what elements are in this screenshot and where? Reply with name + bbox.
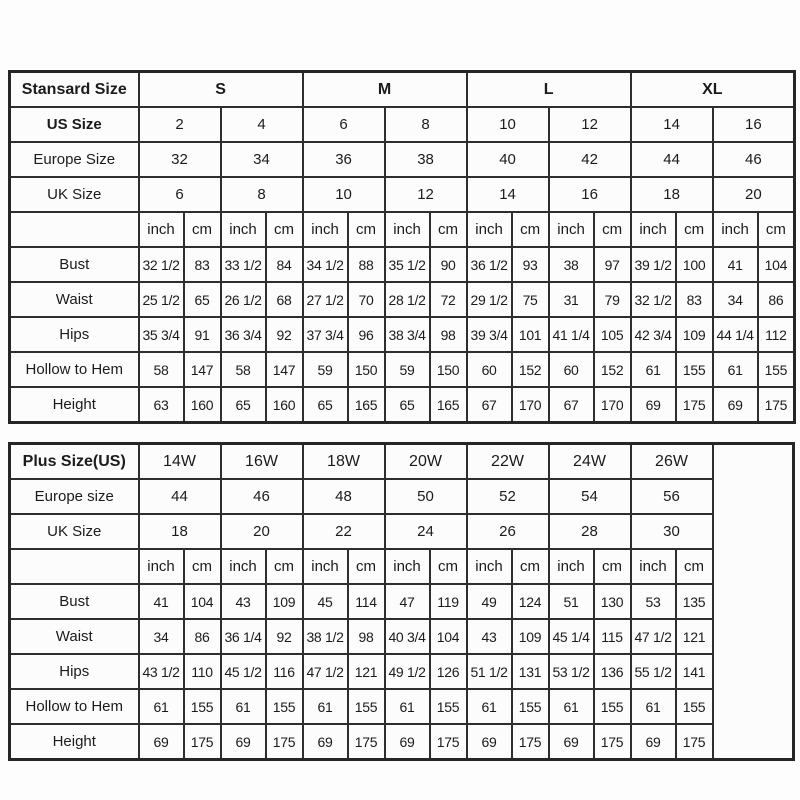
table-row bbox=[10, 177, 795, 212]
size-value-cell: 6 bbox=[303, 107, 385, 142]
measurement-cell: 75 bbox=[512, 282, 549, 317]
plus-size-table-section bbox=[8, 442, 792, 761]
measurement-cell: 86 bbox=[758, 282, 795, 317]
measurement-cell: 104 bbox=[184, 584, 221, 619]
measurement-cell: 51 1/2 bbox=[467, 654, 512, 689]
table-row bbox=[10, 107, 795, 142]
row-label: Height bbox=[10, 724, 139, 760]
measurement-cell: 141 bbox=[676, 654, 713, 689]
measurement-cell: 69 bbox=[713, 387, 758, 423]
unit-header: cm bbox=[266, 549, 303, 584]
measurement-cell: 43 bbox=[467, 619, 512, 654]
measurement-cell: 40 3/4 bbox=[385, 619, 430, 654]
measurement-cell: 58 bbox=[139, 352, 184, 387]
table-row bbox=[10, 689, 794, 724]
measurement-cell: 61 bbox=[467, 689, 512, 724]
measurement-cell: 83 bbox=[676, 282, 713, 317]
size-value-cell: 12 bbox=[385, 177, 467, 212]
measurement-cell: 61 bbox=[631, 689, 676, 724]
measurement-cell: 32 1/2 bbox=[631, 282, 676, 317]
measurement-cell: 60 bbox=[467, 352, 512, 387]
measurement-cell: 45 1/2 bbox=[221, 654, 266, 689]
table-row bbox=[10, 247, 795, 282]
standard-size-table bbox=[8, 70, 796, 424]
measurement-cell: 83 bbox=[184, 247, 221, 282]
measurement-cell: 110 bbox=[184, 654, 221, 689]
measurement-cell: 93 bbox=[512, 247, 549, 282]
measurement-cell: 38 bbox=[549, 247, 594, 282]
table-row bbox=[10, 619, 794, 654]
size-value-cell: 8 bbox=[221, 177, 303, 212]
measurement-cell: 58 bbox=[221, 352, 266, 387]
measurement-cell: 43 1/2 bbox=[139, 654, 184, 689]
unit-header: inch bbox=[221, 549, 266, 584]
measurement-cell: 92 bbox=[266, 317, 303, 352]
table-row bbox=[10, 72, 795, 108]
measurement-cell: 69 bbox=[631, 724, 676, 760]
measurement-cell: 47 1/2 bbox=[303, 654, 348, 689]
measurement-cell: 72 bbox=[430, 282, 467, 317]
measurement-cell: 41 bbox=[713, 247, 758, 282]
measurement-cell: 147 bbox=[266, 352, 303, 387]
table-row bbox=[10, 282, 795, 317]
measurement-cell: 98 bbox=[348, 619, 385, 654]
measurement-cell: 67 bbox=[467, 387, 512, 423]
measurement-cell: 115 bbox=[594, 619, 631, 654]
measurement-cell: 104 bbox=[430, 619, 467, 654]
unit-header: inch bbox=[631, 549, 676, 584]
table-corner-label: Stansard Size bbox=[10, 72, 139, 108]
size-value-cell: 34 bbox=[221, 142, 303, 177]
measurement-cell: 61 bbox=[549, 689, 594, 724]
measurement-cell: 33 1/2 bbox=[221, 247, 266, 282]
row-label: UK Size bbox=[10, 514, 139, 549]
measurement-cell: 47 bbox=[385, 584, 430, 619]
measurement-cell: 155 bbox=[676, 689, 713, 724]
row-label: Waist bbox=[10, 619, 139, 654]
empty-cell bbox=[10, 549, 139, 584]
unit-header: inch bbox=[139, 212, 184, 247]
measurement-cell: 175 bbox=[348, 724, 385, 760]
size-value-cell: 30 bbox=[631, 514, 713, 549]
measurement-cell: 91 bbox=[184, 317, 221, 352]
size-value-cell: 56 bbox=[631, 479, 713, 514]
measurement-cell: 152 bbox=[512, 352, 549, 387]
row-label: Europe size bbox=[10, 479, 139, 514]
measurement-cell: 119 bbox=[430, 584, 467, 619]
measurement-cell: 175 bbox=[594, 724, 631, 760]
table-row bbox=[10, 514, 794, 549]
size-value-cell: 16 bbox=[713, 107, 795, 142]
measurement-cell: 104 bbox=[758, 247, 795, 282]
size-value-cell: 32 bbox=[139, 142, 221, 177]
unit-header: inch bbox=[139, 549, 184, 584]
table-corner-label: Plus Size(US) bbox=[10, 444, 139, 480]
unit-header: inch bbox=[221, 212, 266, 247]
measurement-cell: 109 bbox=[266, 584, 303, 619]
measurement-cell: 61 bbox=[303, 689, 348, 724]
measurement-cell: 175 bbox=[266, 724, 303, 760]
standard-size-table-section bbox=[8, 70, 792, 424]
measurement-cell: 126 bbox=[430, 654, 467, 689]
unit-header: cm bbox=[348, 212, 385, 247]
size-value-cell: 52 bbox=[467, 479, 549, 514]
measurement-cell: 175 bbox=[512, 724, 549, 760]
size-value-cell: 46 bbox=[221, 479, 303, 514]
measurement-cell: 160 bbox=[184, 387, 221, 423]
measurement-cell: 65 bbox=[221, 387, 266, 423]
measurement-cell: 53 bbox=[631, 584, 676, 619]
measurement-cell: 152 bbox=[594, 352, 631, 387]
empty-cell bbox=[713, 444, 794, 760]
size-value-cell: 46 bbox=[713, 142, 795, 177]
measurement-cell: 97 bbox=[594, 247, 631, 282]
measurement-cell: 36 1/4 bbox=[221, 619, 266, 654]
measurement-cell: 150 bbox=[348, 352, 385, 387]
row-label: Bust bbox=[10, 584, 139, 619]
measurement-cell: 45 1/4 bbox=[549, 619, 594, 654]
measurement-cell: 36 3/4 bbox=[221, 317, 266, 352]
size-value-cell: 2 bbox=[139, 107, 221, 142]
row-label: Height bbox=[10, 387, 139, 423]
measurement-cell: 175 bbox=[184, 724, 221, 760]
size-value-cell: 20 bbox=[221, 514, 303, 549]
measurement-cell: 136 bbox=[594, 654, 631, 689]
measurement-cell: 90 bbox=[430, 247, 467, 282]
measurement-cell: 49 bbox=[467, 584, 512, 619]
measurement-cell: 124 bbox=[512, 584, 549, 619]
measurement-cell: 170 bbox=[512, 387, 549, 423]
row-label: Hollow to Hem bbox=[10, 352, 139, 387]
measurement-cell: 69 bbox=[549, 724, 594, 760]
unit-header: cm bbox=[594, 212, 631, 247]
size-value-cell: 54 bbox=[549, 479, 631, 514]
measurement-cell: 27 1/2 bbox=[303, 282, 348, 317]
measurement-cell: 42 3/4 bbox=[631, 317, 676, 352]
measurement-cell: 35 1/2 bbox=[385, 247, 430, 282]
size-value-cell: 26 bbox=[467, 514, 549, 549]
measurement-cell: 39 1/2 bbox=[631, 247, 676, 282]
measurement-cell: 175 bbox=[430, 724, 467, 760]
row-label: US Size bbox=[10, 107, 139, 142]
measurement-cell: 155 bbox=[348, 689, 385, 724]
size-value-cell: 44 bbox=[139, 479, 221, 514]
size-group-header: 22W bbox=[467, 444, 549, 480]
measurement-cell: 109 bbox=[676, 317, 713, 352]
measurement-cell: 135 bbox=[676, 584, 713, 619]
unit-header: cm bbox=[266, 212, 303, 247]
size-value-cell: 22 bbox=[303, 514, 385, 549]
measurement-cell: 26 1/2 bbox=[221, 282, 266, 317]
measurement-cell: 98 bbox=[430, 317, 467, 352]
unit-header: inch bbox=[467, 549, 512, 584]
table-row bbox=[10, 654, 794, 689]
size-group-header: 16W bbox=[221, 444, 303, 480]
size-value-cell: 4 bbox=[221, 107, 303, 142]
unit-header: cm bbox=[676, 212, 713, 247]
measurement-cell: 155 bbox=[266, 689, 303, 724]
measurement-cell: 35 3/4 bbox=[139, 317, 184, 352]
measurement-cell: 38 3/4 bbox=[385, 317, 430, 352]
measurement-cell: 79 bbox=[594, 282, 631, 317]
size-value-cell: 38 bbox=[385, 142, 467, 177]
measurement-cell: 41 1/4 bbox=[549, 317, 594, 352]
unit-header: cm bbox=[676, 549, 713, 584]
size-group-header: 14W bbox=[139, 444, 221, 480]
table-row bbox=[10, 212, 795, 247]
measurement-cell: 65 bbox=[385, 387, 430, 423]
size-value-cell: 42 bbox=[549, 142, 631, 177]
size-value-cell: 50 bbox=[385, 479, 467, 514]
size-value-cell: 10 bbox=[467, 107, 549, 142]
size-value-cell: 28 bbox=[549, 514, 631, 549]
size-group-header: 20W bbox=[385, 444, 467, 480]
size-value-cell: 6 bbox=[139, 177, 221, 212]
measurement-cell: 25 1/2 bbox=[139, 282, 184, 317]
table-row bbox=[10, 444, 794, 480]
unit-header: cm bbox=[594, 549, 631, 584]
measurement-cell: 69 bbox=[385, 724, 430, 760]
size-group-header: 18W bbox=[303, 444, 385, 480]
unit-header: cm bbox=[758, 212, 795, 247]
measurement-cell: 112 bbox=[758, 317, 795, 352]
size-value-cell: 24 bbox=[385, 514, 467, 549]
measurement-cell: 59 bbox=[303, 352, 348, 387]
measurement-cell: 96 bbox=[348, 317, 385, 352]
table-row bbox=[10, 142, 795, 177]
measurement-cell: 165 bbox=[430, 387, 467, 423]
unit-header: inch bbox=[303, 549, 348, 584]
unit-header: cm bbox=[184, 549, 221, 584]
unit-header: inch bbox=[303, 212, 348, 247]
measurement-cell: 55 1/2 bbox=[631, 654, 676, 689]
measurement-cell: 116 bbox=[266, 654, 303, 689]
size-value-cell: 36 bbox=[303, 142, 385, 177]
size-value-cell: 44 bbox=[631, 142, 713, 177]
measurement-cell: 155 bbox=[594, 689, 631, 724]
unit-header: cm bbox=[184, 212, 221, 247]
measurement-cell: 155 bbox=[430, 689, 467, 724]
measurement-cell: 53 1/2 bbox=[549, 654, 594, 689]
size-value-cell: 12 bbox=[549, 107, 631, 142]
measurement-cell: 43 bbox=[221, 584, 266, 619]
size-group-header: XL bbox=[631, 72, 795, 108]
size-value-cell: 48 bbox=[303, 479, 385, 514]
measurement-cell: 38 1/2 bbox=[303, 619, 348, 654]
unit-header: inch bbox=[549, 212, 594, 247]
measurement-cell: 51 bbox=[549, 584, 594, 619]
measurement-cell: 70 bbox=[348, 282, 385, 317]
measurement-cell: 37 3/4 bbox=[303, 317, 348, 352]
measurement-cell: 155 bbox=[676, 352, 713, 387]
unit-header: cm bbox=[430, 212, 467, 247]
size-value-cell: 20 bbox=[713, 177, 795, 212]
measurement-cell: 155 bbox=[184, 689, 221, 724]
measurement-cell: 165 bbox=[348, 387, 385, 423]
measurement-cell: 175 bbox=[676, 387, 713, 423]
measurement-cell: 34 1/2 bbox=[303, 247, 348, 282]
row-label: Europe Size bbox=[10, 142, 139, 177]
measurement-cell: 47 1/2 bbox=[631, 619, 676, 654]
table-row bbox=[10, 549, 794, 584]
unit-header: cm bbox=[430, 549, 467, 584]
row-label: Hollow to Hem bbox=[10, 689, 139, 724]
measurement-cell: 155 bbox=[758, 352, 795, 387]
measurement-cell: 130 bbox=[594, 584, 631, 619]
size-value-cell: 18 bbox=[631, 177, 713, 212]
row-label: Waist bbox=[10, 282, 139, 317]
measurement-cell: 84 bbox=[266, 247, 303, 282]
measurement-cell: 170 bbox=[594, 387, 631, 423]
measurement-cell: 31 bbox=[549, 282, 594, 317]
measurement-cell: 65 bbox=[303, 387, 348, 423]
unit-header: cm bbox=[348, 549, 385, 584]
plus-size-table bbox=[8, 442, 795, 761]
table-row bbox=[10, 317, 795, 352]
measurement-cell: 105 bbox=[594, 317, 631, 352]
measurement-cell: 86 bbox=[184, 619, 221, 654]
measurement-cell: 69 bbox=[221, 724, 266, 760]
row-label: Bust bbox=[10, 247, 139, 282]
size-value-cell: 40 bbox=[467, 142, 549, 177]
size-group-header: L bbox=[467, 72, 631, 108]
measurement-cell: 61 bbox=[631, 352, 676, 387]
measurement-cell: 69 bbox=[303, 724, 348, 760]
measurement-cell: 121 bbox=[348, 654, 385, 689]
measurement-cell: 65 bbox=[184, 282, 221, 317]
size-value-cell: 10 bbox=[303, 177, 385, 212]
table-row bbox=[10, 387, 795, 423]
unit-header: inch bbox=[549, 549, 594, 584]
measurement-cell: 67 bbox=[549, 387, 594, 423]
measurement-cell: 34 bbox=[139, 619, 184, 654]
unit-header: inch bbox=[385, 212, 430, 247]
measurement-cell: 160 bbox=[266, 387, 303, 423]
size-group-header: 26W bbox=[631, 444, 713, 480]
measurement-cell: 101 bbox=[512, 317, 549, 352]
size-group-header: 24W bbox=[549, 444, 631, 480]
row-label: UK Size bbox=[10, 177, 139, 212]
unit-header: inch bbox=[631, 212, 676, 247]
size-value-cell: 16 bbox=[549, 177, 631, 212]
measurement-cell: 69 bbox=[139, 724, 184, 760]
measurement-cell: 121 bbox=[676, 619, 713, 654]
measurement-cell: 61 bbox=[385, 689, 430, 724]
unit-header: cm bbox=[512, 212, 549, 247]
measurement-cell: 29 1/2 bbox=[467, 282, 512, 317]
size-value-cell: 18 bbox=[139, 514, 221, 549]
empty-cell bbox=[10, 212, 139, 247]
measurement-cell: 175 bbox=[676, 724, 713, 760]
measurement-cell: 131 bbox=[512, 654, 549, 689]
measurement-cell: 68 bbox=[266, 282, 303, 317]
unit-header: inch bbox=[385, 549, 430, 584]
unit-header: cm bbox=[512, 549, 549, 584]
measurement-cell: 34 bbox=[713, 282, 758, 317]
measurement-cell: 60 bbox=[549, 352, 594, 387]
table-row bbox=[10, 724, 794, 760]
measurement-cell: 39 3/4 bbox=[467, 317, 512, 352]
measurement-cell: 88 bbox=[348, 247, 385, 282]
measurement-cell: 61 bbox=[139, 689, 184, 724]
unit-header: inch bbox=[713, 212, 758, 247]
measurement-cell: 32 1/2 bbox=[139, 247, 184, 282]
measurement-cell: 41 bbox=[139, 584, 184, 619]
measurement-cell: 92 bbox=[266, 619, 303, 654]
row-label: Hips bbox=[10, 317, 139, 352]
measurement-cell: 61 bbox=[713, 352, 758, 387]
measurement-cell: 147 bbox=[184, 352, 221, 387]
measurement-cell: 100 bbox=[676, 247, 713, 282]
measurement-cell: 109 bbox=[512, 619, 549, 654]
measurement-cell: 49 1/2 bbox=[385, 654, 430, 689]
measurement-cell: 175 bbox=[758, 387, 795, 423]
measurement-cell: 61 bbox=[221, 689, 266, 724]
table-row bbox=[10, 584, 794, 619]
table-row bbox=[10, 352, 795, 387]
measurement-cell: 114 bbox=[348, 584, 385, 619]
measurement-cell: 36 1/2 bbox=[467, 247, 512, 282]
size-value-cell: 14 bbox=[631, 107, 713, 142]
row-label: Hips bbox=[10, 654, 139, 689]
measurement-cell: 44 1/4 bbox=[713, 317, 758, 352]
size-value-cell: 14 bbox=[467, 177, 549, 212]
size-group-header: M bbox=[303, 72, 467, 108]
size-group-header: S bbox=[139, 72, 303, 108]
measurement-cell: 28 1/2 bbox=[385, 282, 430, 317]
measurement-cell: 69 bbox=[631, 387, 676, 423]
unit-header: inch bbox=[467, 212, 512, 247]
measurement-cell: 155 bbox=[512, 689, 549, 724]
measurement-cell: 59 bbox=[385, 352, 430, 387]
table-row bbox=[10, 479, 794, 514]
measurement-cell: 150 bbox=[430, 352, 467, 387]
measurement-cell: 69 bbox=[467, 724, 512, 760]
measurement-cell: 45 bbox=[303, 584, 348, 619]
measurement-cell: 63 bbox=[139, 387, 184, 423]
size-value-cell: 8 bbox=[385, 107, 467, 142]
